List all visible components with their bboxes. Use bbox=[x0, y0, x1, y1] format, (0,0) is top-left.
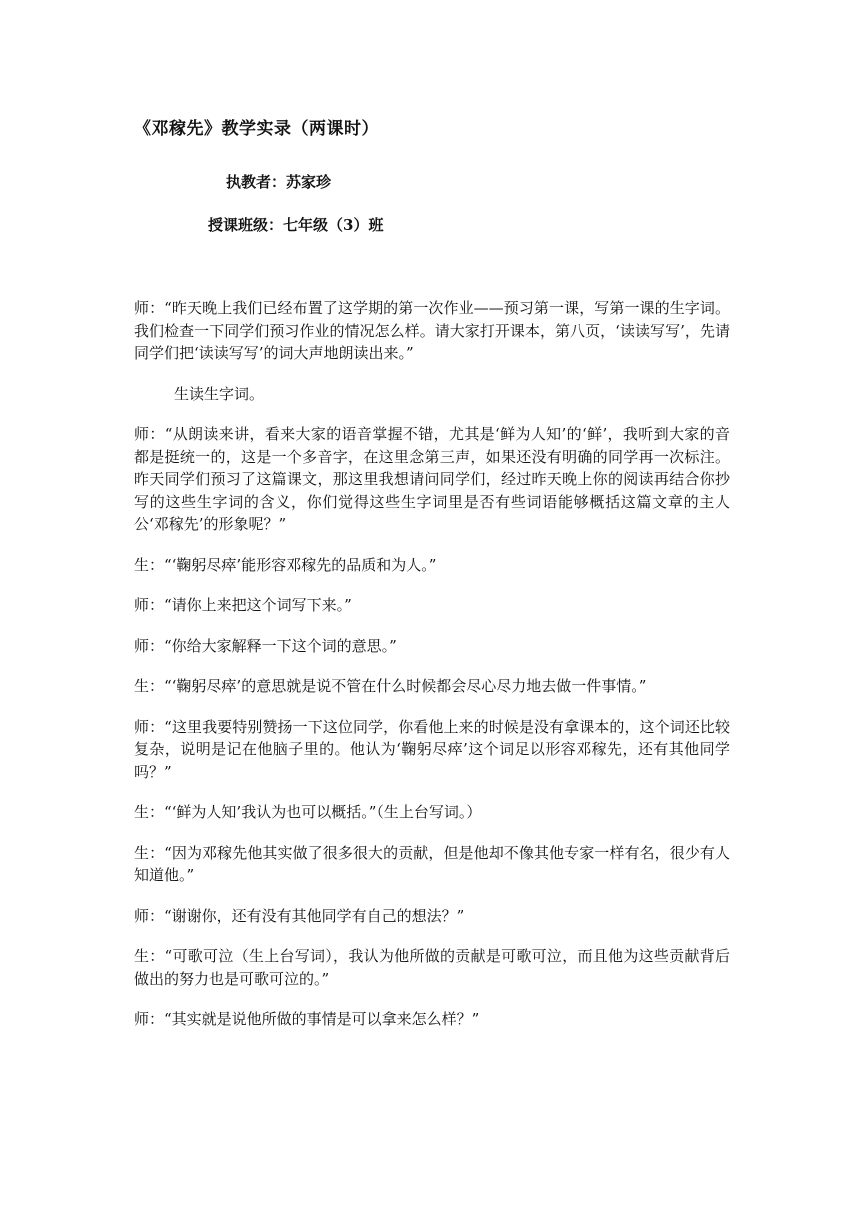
paragraph: 生：“因为邓稼先他其实做了很多很大的贡献，但是他却不像其他专家一样有名，很少有人知道他。” bbox=[134, 843, 730, 884]
paragraph: 师：“昨天晚上我们已经布置了这学期的第一次作业——预习第一课，写第一课的生字词。我们检查一下同学们预习作业的情况怎么样。请大家打开课本，第八页，‘读读写写’，先请同学们把‘读读写写’的词大声地朗读出来。” bbox=[134, 299, 730, 362]
paragraph: 生读生字词。 bbox=[174, 384, 265, 403]
paragraph: 师：“你给大家解释一下这个词的意思。” bbox=[134, 636, 397, 655]
teacher-line: 执教者：苏家珍 bbox=[226, 173, 332, 191]
paragraph: 师：“请你上来把这个词写下来。” bbox=[134, 596, 352, 614]
paragraph: 生：“‘鲜为人知’我认为也可以概括。”（生上台写词。） bbox=[134, 803, 482, 821]
paragraph: 师：“从朗读来讲，看来大家的语音掌握不错，尤其是‘鲜为人知’的‘鲜’，我听到大家的音都是挺统一的，这是一个多音字，在这里念第三声，如果还没有明确的同学再一次标注。昨天同学们预习了这篇课文，那这里我想请问同学们，经过昨天晚上你的阅读再结合你抄写的这些生字词的含义，你们觉得这些生字词里是否有些词语能够概括这篇文章的主人公‘邓稼先’的形象呢？” bbox=[134, 425, 730, 533]
paragraph: 生：“可歌可泣（生上台写词），我认为他所做的贡献是可歌可泣，而且他为这些贡献背后做出的努力也是可歌可泣的。” bbox=[134, 947, 730, 988]
paragraph: 师：“这里我要特别赞扬一下这位同学，你看他上来的时候是没有拿课本的，这个词还比较复杂，说明是记在他脑子里的。他认为‘鞠躬尽瘁’这个词足以形容邓稼先，还有其他同学吗？” bbox=[134, 717, 730, 781]
paragraph: 生：“‘鞠躬尽瘁’的意思就是说不管在什么时候都会尽心尽力地去做一件事情。” bbox=[134, 677, 647, 695]
class-line: 授课班级：七年级（3）班 bbox=[208, 216, 384, 234]
document-title: 《邓稼先》教学实录（两课时） bbox=[134, 119, 379, 139]
paragraph: 生：“‘鞠躬尽瘁’能形容邓稼先的品质和为人。” bbox=[134, 555, 437, 574]
transcript-body bbox=[134, 297, 730, 1049]
paragraph: 师：“谢谢你，还有没有其他同学有自己的想法？” bbox=[134, 906, 465, 925]
paragraph: 师：“其实就是说他所做的事情是可以拿来怎么样？” bbox=[134, 1010, 480, 1028]
